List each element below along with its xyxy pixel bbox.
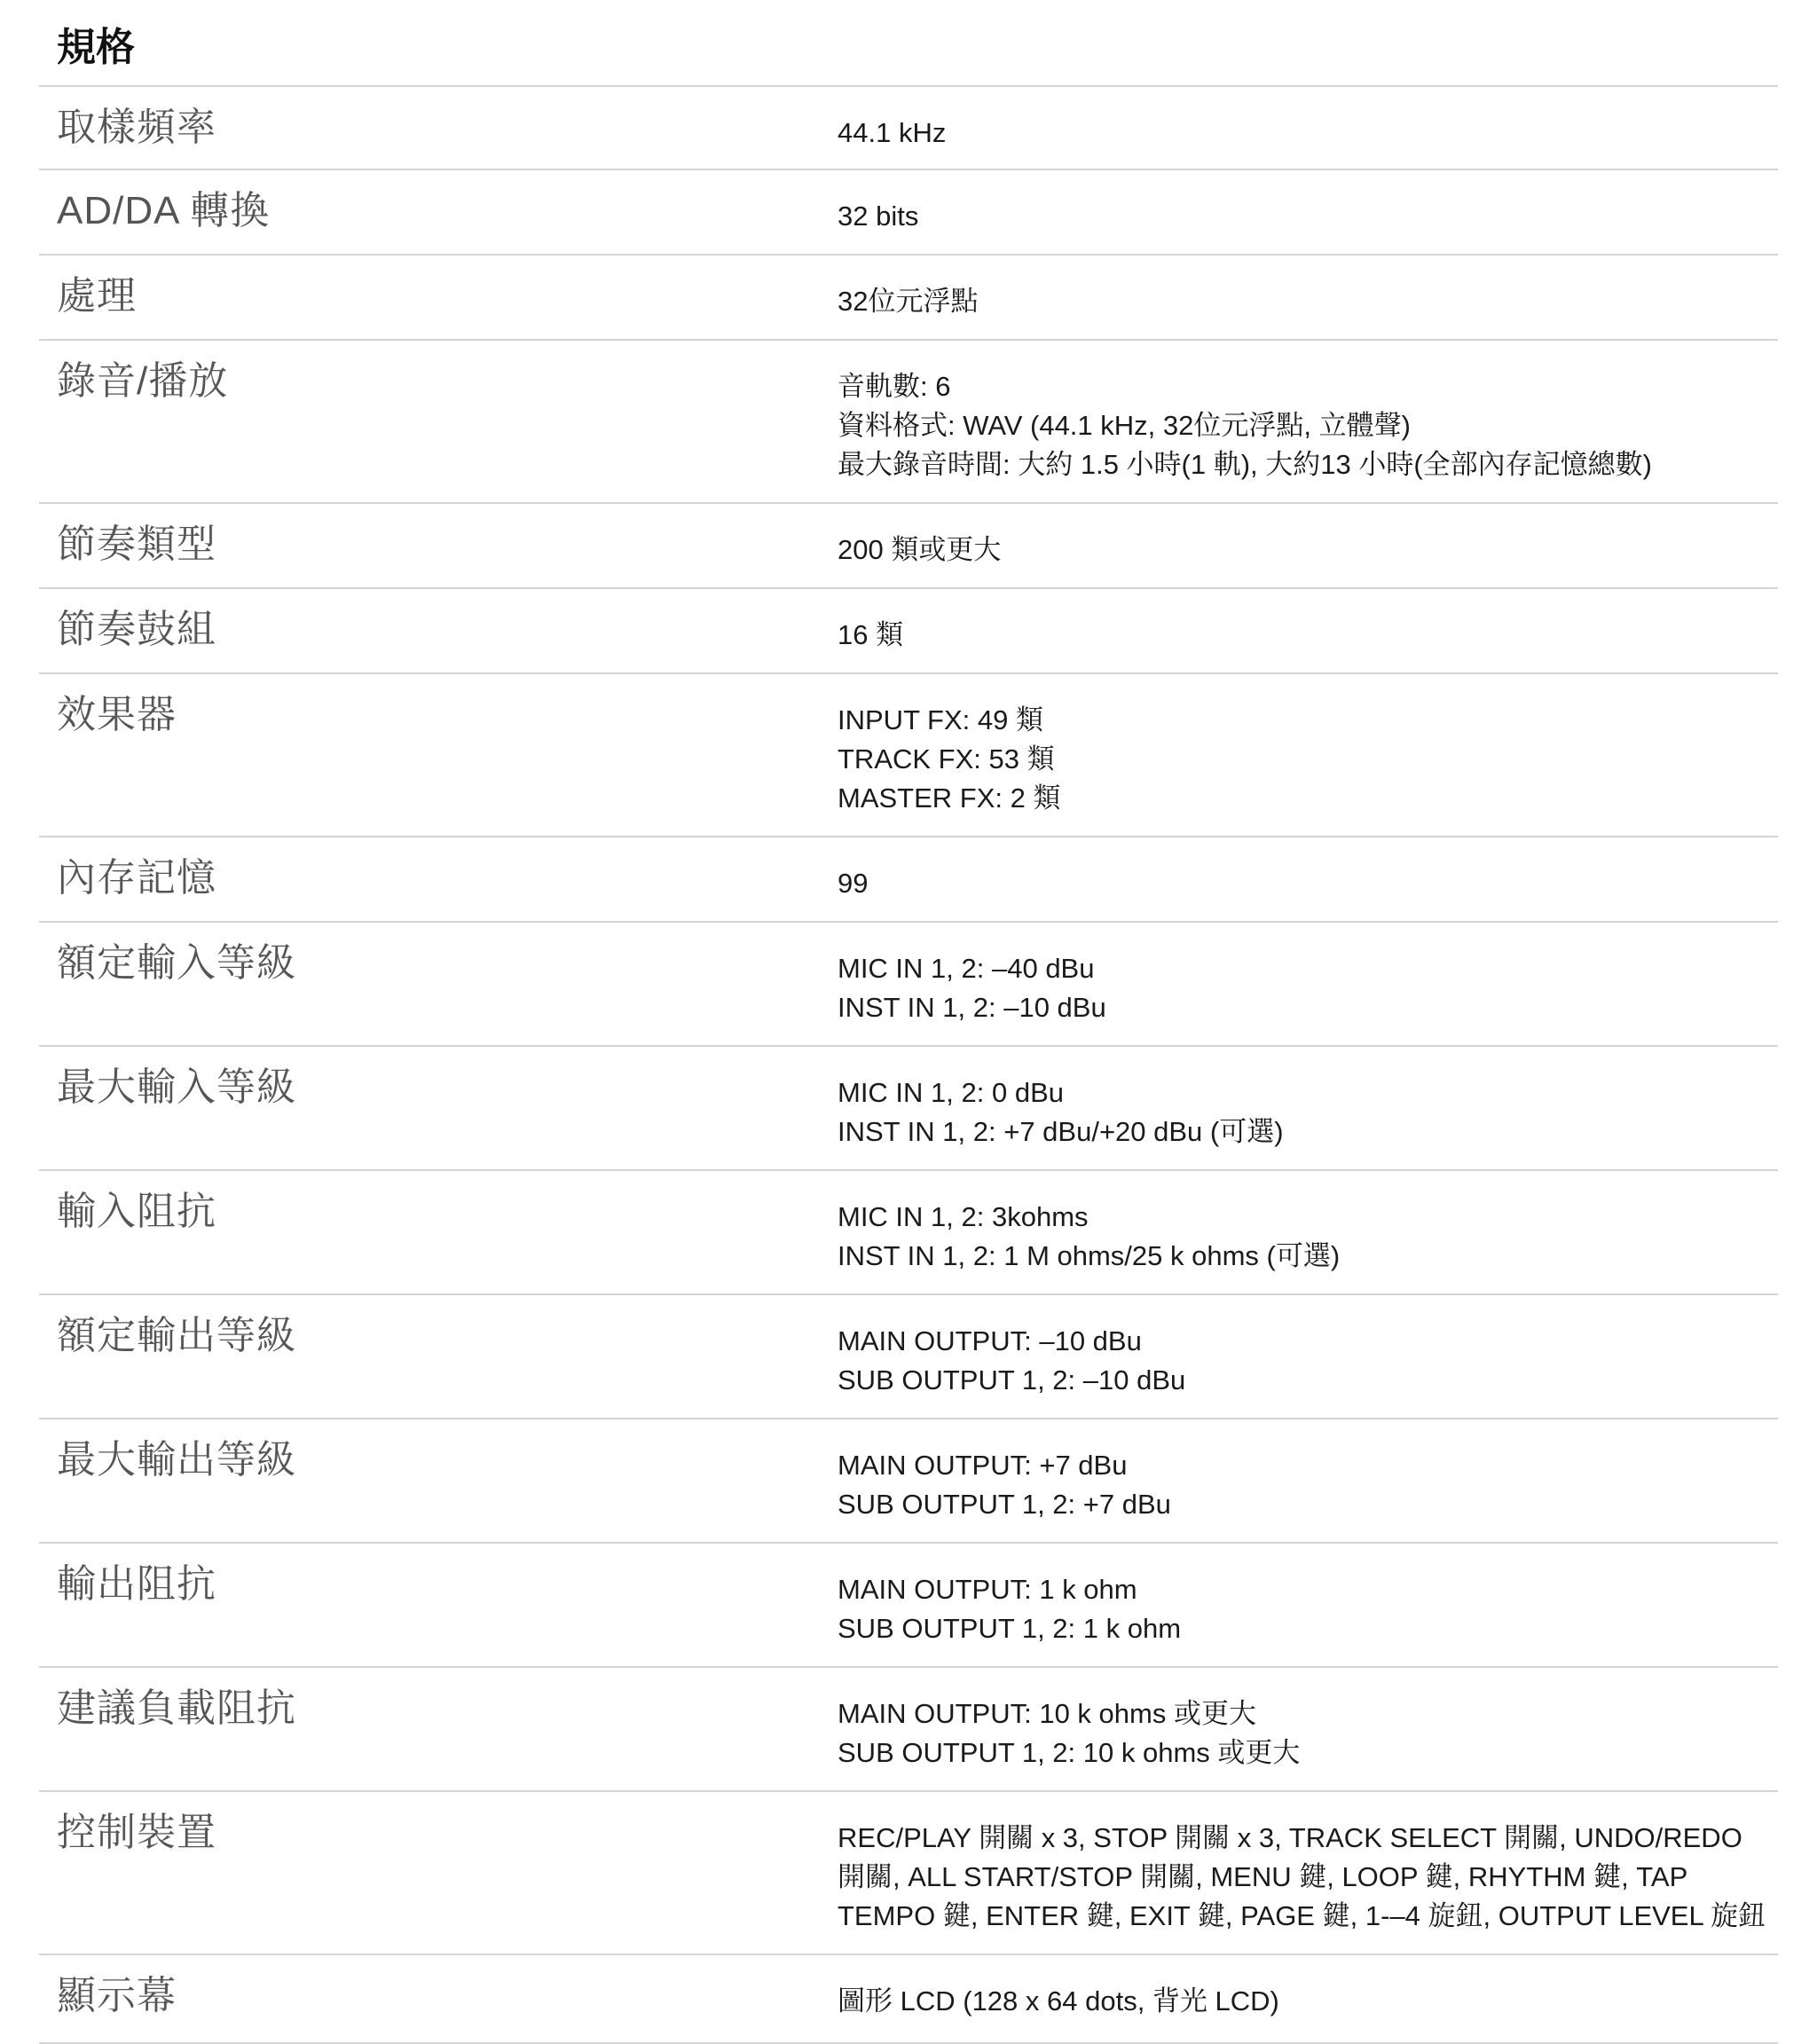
spec-value-line: 32 bits	[838, 200, 919, 232]
spec-label: 處理	[57, 274, 137, 318]
spec-values	[838, 864, 1760, 903]
spec-value-line: 44.1 kHz	[838, 117, 947, 148]
spec-values	[838, 701, 1760, 818]
spec-row	[39, 170, 1778, 256]
spec-label: AD/DA 轉換	[57, 189, 271, 232]
spec-row	[39, 87, 1778, 170]
spec-values	[838, 949, 1760, 1027]
spec-label: 顯示幕	[57, 1974, 177, 2017]
spec-value-line: TEMPO 鍵, ENTER 鍵, EXIT 鍵, PAGE 鍵, 1-–4 旋鈕, OUTPUT LEVEL 旋鈕	[838, 1900, 1766, 1931]
spec-value-line: 最大錄音時間: 大約 1.5 小時(1 軌), 大約13 小時(全部內存記憶總數)	[838, 449, 1653, 480]
spec-row	[39, 1668, 1778, 1792]
spec-value-line: MASTER FX: 2 類	[838, 782, 1061, 814]
spec-row	[39, 504, 1778, 589]
spec-value-line: MAIN OUTPUT: +7 dBu	[838, 1450, 1128, 1481]
spec-value-line: 200 類或更大	[838, 534, 1002, 565]
spec-label: 額定輸出等級	[57, 1314, 296, 1357]
spec-value-line: 32位元浮點	[838, 286, 979, 317]
spec-row	[39, 1171, 1778, 1295]
spec-values	[838, 197, 1760, 236]
spec-values	[838, 1322, 1760, 1400]
spec-row	[39, 837, 1778, 923]
spec-label: 節奏鼓組	[57, 608, 216, 651]
spec-value-line: 16 類	[838, 619, 904, 650]
spec-label: 錄音/播放	[57, 359, 229, 403]
spec-value-line: MAIN OUTPUT: –10 dBu	[838, 1325, 1142, 1356]
spec-value-line: SUB OUTPUT 1, 2: +7 dBu	[838, 1489, 1171, 1520]
spec-label: 最大輸出等級	[57, 1438, 296, 1482]
spec-row	[39, 1047, 1778, 1171]
spec-values	[838, 1073, 1760, 1152]
spec-value-line: 開關, ALL START/STOP 開關, MENU 鍵, LOOP 鍵, RHYTHM 鍵, TAP	[838, 1861, 1688, 1892]
spec-row	[39, 923, 1778, 1047]
spec-value-line: 資料格式: WAV (44.1 kHz, 32位元浮點, 立體聲)	[838, 410, 1411, 441]
spec-value-line: TRACK FX: 53 類	[838, 743, 1055, 774]
spec-value-line: MIC IN 1, 2: 3kohms	[838, 1201, 1089, 1232]
spec-values	[838, 114, 1760, 153]
spec-value-line: INST IN 1, 2: 1 M ohms/25 k ohms (可選)	[838, 1240, 1341, 1271]
spec-row	[39, 1955, 1778, 2044]
spec-label: 建議負載阻抗	[57, 1686, 296, 1730]
spec-values	[838, 1570, 1760, 1648]
spec-value-line: SUB OUTPUT 1, 2: 10 k ohms 或更大	[838, 1737, 1301, 1768]
spec-values	[838, 1982, 1760, 2021]
spec-value-line: 99	[838, 868, 869, 899]
spec-values	[838, 1446, 1760, 1524]
spec-label: 輸入阻抗	[57, 1190, 216, 1233]
spec-values	[838, 1819, 1766, 1936]
spec-values	[838, 1694, 1760, 1773]
spec-value-line: MAIN OUTPUT: 10 k ohms 或更大	[838, 1698, 1256, 1729]
spec-row	[39, 589, 1778, 674]
spec-label: 效果器	[57, 693, 177, 736]
spec-label: 取樣頻率	[57, 106, 216, 149]
spec-label: 額定輸入等級	[57, 941, 296, 985]
spec-values	[838, 531, 1760, 570]
spec-value-line: SUB OUTPUT 1, 2: –10 dBu	[838, 1364, 1186, 1395]
spec-row	[39, 1295, 1778, 1419]
spec-row	[39, 341, 1778, 504]
spec-label: 內存記憶	[57, 856, 216, 900]
spec-values	[838, 367, 1760, 484]
spec-value-line: MAIN OUTPUT: 1 k ohm	[838, 1574, 1137, 1605]
spec-label: 控制裝置	[57, 1811, 216, 1854]
spec-label: 輸出阻抗	[57, 1562, 216, 1606]
spec-row	[39, 256, 1778, 341]
spec-value-line: INST IN 1, 2: –10 dBu	[838, 992, 1106, 1023]
spec-value-line: 音軌數: 6	[838, 371, 951, 402]
spec-value-line: INST IN 1, 2: +7 dBu/+20 dBu (可選)	[838, 1116, 1284, 1147]
spec-values	[838, 282, 1760, 321]
spec-value-line: REC/PLAY 開關 x 3, STOP 開關 x 3, TRACK SELECT 開關, UNDO/REDO	[838, 1822, 1742, 1853]
spec-table	[39, 85, 1778, 2044]
spec-value-line: SUB OUTPUT 1, 2: 1 k ohm	[838, 1613, 1182, 1644]
spec-value-line: MIC IN 1, 2: –40 dBu	[838, 953, 1095, 984]
spec-value-line: MIC IN 1, 2: 0 dBu	[838, 1077, 1064, 1108]
spec-row	[39, 1792, 1778, 1955]
spec-label: 節奏類型	[57, 523, 216, 566]
spec-row	[39, 1419, 1778, 1544]
spec-values	[838, 1198, 1760, 1276]
spec-value-line: 圖形 LCD (128 x 64 dots, 背光 LCD)	[838, 1985, 1279, 2016]
spec-label: 最大輸入等級	[57, 1065, 296, 1109]
spec-row	[39, 674, 1778, 837]
page-title: 規格	[57, 26, 135, 69]
spec-values	[838, 616, 1760, 655]
spec-value-line: INPUT FX: 49 類	[838, 704, 1043, 735]
spec-row	[39, 1544, 1778, 1668]
